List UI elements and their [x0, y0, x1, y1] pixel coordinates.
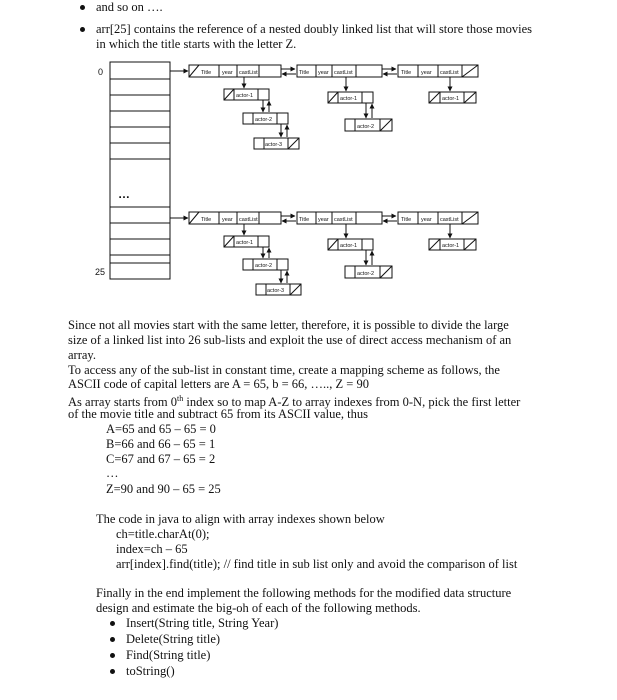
- paragraph-text: As array starts from 0: [68, 395, 177, 410]
- actor-label: actor-1: [236, 240, 254, 246]
- code-line: arr[index].find(title); // find title in sub list only and avoid the comparison of list: [116, 557, 518, 571]
- bullet-dot: [110, 637, 115, 642]
- movie-field-year: year: [421, 217, 432, 223]
- array-column: [110, 62, 170, 279]
- movie-field-castlist: castList: [239, 217, 258, 223]
- mapping-line: A=65 and 65 – 65 = 0: [106, 422, 216, 436]
- paragraph-line: array.: [68, 348, 96, 362]
- finally-line: Finally in the end implement the following methods for the modified data structure: [96, 586, 512, 600]
- intro-bullet-2-cont: in which the title starts with the letter Z.: [96, 37, 297, 51]
- movie-field-title: Title: [299, 217, 310, 223]
- finally-line: design and estimate the big-oh of each of the following methods.: [96, 601, 421, 615]
- actor-label: actor-3: [265, 142, 283, 148]
- movie-field-castlist: castList: [440, 70, 459, 76]
- paragraph-line: To access any of the sub-list in constant time, create a mapping scheme as follows, the: [68, 363, 500, 377]
- bullet-dot: [110, 621, 115, 626]
- paragraph-line: size of a linked list into 26 sub-lists and exploit the use of direct access mechanism of an: [68, 333, 512, 347]
- movie-field-title: Title: [401, 217, 412, 223]
- method-item: Delete(String title): [126, 632, 221, 646]
- movie-field-castlist: castList: [334, 217, 353, 223]
- index-dots: …: [118, 187, 130, 201]
- movie-field-year: year: [421, 70, 432, 76]
- actor-label: actor-3: [267, 288, 285, 294]
- method-item: Find(String title): [126, 648, 211, 662]
- code-line: ch=title.charAt(0);: [116, 527, 210, 541]
- actor-label: actor-1: [236, 93, 254, 99]
- linked-list-diagram: [0, 0, 617, 310]
- code-line: index=ch – 65: [116, 542, 188, 556]
- intro-bullet-2: arr[25] contains the reference of a nested doubly linked list that will store those movies: [96, 22, 532, 36]
- intro-bullet-1: and so on ….: [96, 0, 163, 14]
- movie-field-title: Title: [201, 217, 212, 223]
- mapping-ellipsis: …: [106, 466, 119, 480]
- movie-field-castlist: castList: [440, 217, 459, 223]
- movie-field-title: Title: [401, 70, 412, 76]
- actor-label: actor-1: [340, 96, 358, 102]
- paragraph-line: Since not all movies start with the same letter, therefore, it is possible to divide the large: [68, 318, 509, 332]
- method-item: Insert(String title, String Year): [126, 616, 279, 630]
- mapping-line: C=67 and 67 – 65 = 2: [106, 452, 216, 466]
- actor-label: actor-1: [442, 243, 460, 249]
- movie-field-title: Title: [201, 70, 212, 76]
- movie-field-castlist: castList: [239, 70, 258, 76]
- actor-label: actor-2: [357, 271, 375, 277]
- bullet-dot: [110, 653, 115, 658]
- actor-label: actor-2: [255, 117, 273, 123]
- code-intro: The code in java to align with array indexes shown below: [96, 512, 385, 526]
- paragraph-line: ASCII code of capital letters are A = 65, b = 66, ….., Z = 90: [68, 377, 369, 391]
- movie-field-title: Title: [299, 70, 310, 76]
- movie-field-year: year: [318, 70, 329, 76]
- actor-label: actor-1: [442, 96, 460, 102]
- mapping-line: B=66 and 66 – 65 = 1: [106, 437, 216, 451]
- mapping-line: Z=90 and 90 – 65 = 25: [106, 482, 221, 496]
- index-label-25: 25: [95, 267, 106, 277]
- movie-field-year: year: [222, 217, 233, 223]
- bullet-dot: [110, 669, 115, 674]
- method-item: toString(): [126, 664, 175, 678]
- movie-field-year: year: [222, 70, 233, 76]
- actor-label: actor-1: [340, 243, 358, 249]
- superscript-th: th: [177, 394, 184, 403]
- paragraph-line: of the movie title and subtract 65 from its ASCII value, thus: [68, 407, 368, 421]
- actor-label: actor-2: [357, 124, 375, 130]
- movie-field-castlist: castList: [334, 70, 353, 76]
- movie-field-year: year: [318, 217, 329, 223]
- index-label-0: 0: [98, 67, 104, 77]
- paragraph-text: index so to map A-Z to array indexes from 0-N, pick the first letter: [183, 395, 521, 410]
- actor-label: actor-2: [255, 263, 273, 269]
